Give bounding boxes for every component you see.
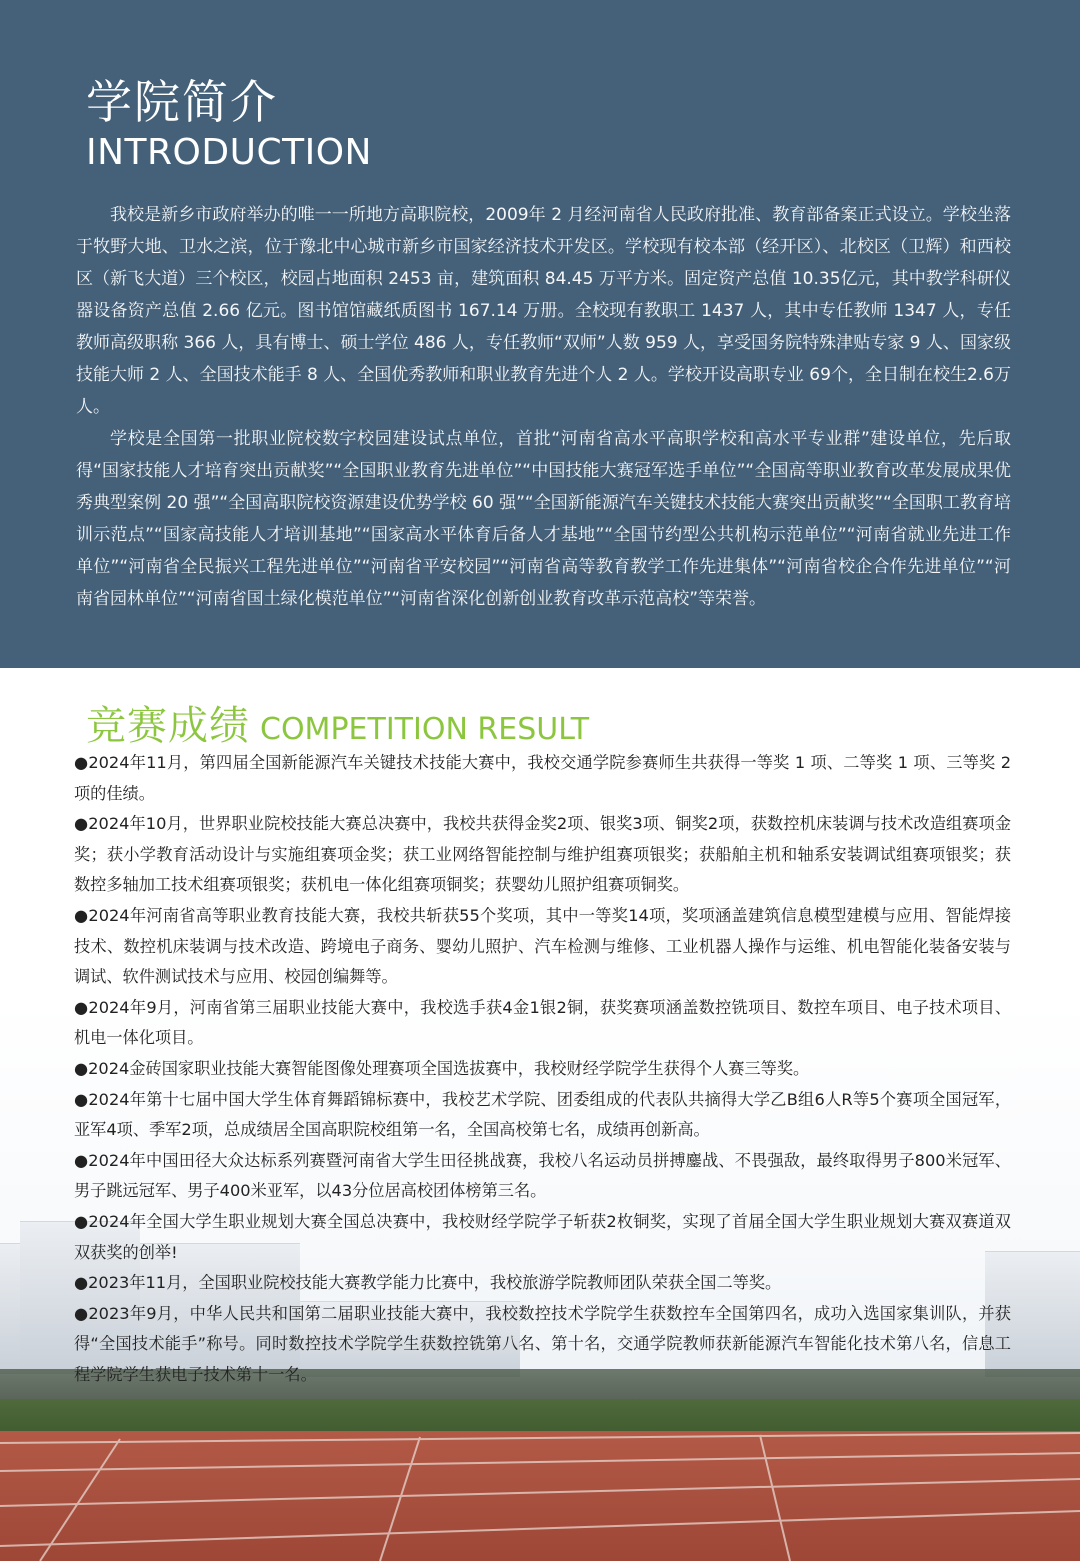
result-text: 2023年9月，中华人民共和国第二届职业技能大赛中，我校数控技术学院学生获数控车全国第四名，成功入选国家集训队，并获得“全国技术能手”称号。同时数控技术学院学生获数控铣第八名、第十名，交通学院教师获新能源汽车智能化技术第八名，信息工程学院学生获电子技术第十一名。 — [74, 1303, 1011, 1384]
list-item — [74, 1207, 1011, 1268]
list-item — [74, 1054, 1011, 1085]
list-item — [74, 1085, 1011, 1146]
list-item — [74, 901, 1011, 993]
bullet-icon: ● — [74, 814, 89, 834]
bullet-icon: ● — [74, 905, 89, 925]
list-item — [74, 993, 1011, 1054]
list-item — [74, 1299, 1011, 1391]
bullet-icon: ● — [74, 1058, 89, 1078]
list-item — [74, 748, 1011, 809]
list-item — [74, 809, 1011, 901]
introduction-paragraph: 学校是全国第一批职业院校数字校园建设试点单位，首批“河南省高水平高职学校和高水平专业群”建设单位，先后取得“国家技能人才培育突出贡献奖”“全国职业教育先进单位”“中国技能大赛冠军选手单位”“全国高等职业教育改革发展成果优秀典型案例 20 强”“全国高职院校资源建设优势学校 60 强”“全国新能源汽车关键技术技能大赛突出贡献奖”“全国职工教育培训示范点”“国家高技能人才培训基地”“国家高水平体育后备人才基地”“全国节约型公共机构示范单位”“河南省就业先进工作单位”“河南省全民振兴工程先进单位”“河南省平安校园”“河南省高等教育教学工作先进集体”“河南省校企合作先进单位”“河南省园林单位”“河南省国土绿化模范单位”“河南省深化创新创业教育改革示范高校”等荣誉。 — [76, 429, 1011, 609]
competition-results-list — [74, 748, 1011, 1390]
introduction-section — [0, 0, 1080, 668]
competition-title-en: COMPETITION RESULT — [260, 712, 590, 747]
result-text: 2023年11月，全国职业院校技能大赛教学能力比赛中，我校旅游学院教师团队荣获全国二等奖。 — [88, 1273, 782, 1293]
result-text: 2024年9月，河南省第三届职业技能大赛中，我校选手获4金1银2铜，获奖赛项涵盖数控铣项目、数控车项目、电子技术项目、机电一体化项目。 — [74, 997, 1012, 1048]
result-text: 2024金砖国家职业技能大赛智能图像处理赛项全国选拔赛中，我校财经学院学生获得个人赛三等奖。 — [88, 1058, 810, 1078]
competition-title — [86, 694, 590, 749]
bullet-icon: ● — [74, 1273, 89, 1293]
list-item — [74, 1146, 1011, 1207]
bullet-icon: ● — [74, 1211, 89, 1231]
result-text: 2024年10月，世界职业院校技能大赛总决赛中，我校共获得金奖2项、银奖3项、铜奖2项，获数控机床装调与技术改造组赛项金奖；获小学教育活动设计与实施组赛项金奖；获工业网络智能控制与维护组赛项银奖；获船舶主机和轴系安装调试组赛项银奖；获数控多轴加工技术组赛项银奖；获机电一体化组赛项铜奖；获婴幼儿照护组赛项铜奖。 — [74, 814, 1012, 895]
running-track — [0, 1431, 1080, 1561]
result-text: 2024年中国田径大众达标系列赛暨河南省大学生田径挑战赛，我校八名运动员拼搏鏖战、不畏强敌，最终取得男子800米冠军、男子跳远冠军、男子400米亚军，以43分位居高校团体榜第三名。 — [74, 1150, 1011, 1201]
introduction-title-cn: 学院简介 — [86, 75, 278, 129]
competition-title-cn: 竞赛成绩 — [86, 703, 250, 749]
result-text: 2024年第十七届中国大学生体育舞蹈锦标赛中，我校艺术学院、团委组成的代表队共摘得大学乙B组6人R等5个赛项全国冠军，亚军4项、季军2项，总成绩居全国高职院校组第一名，全国高校第七名，成绩再创新高。 — [74, 1089, 1012, 1140]
bullet-icon: ● — [74, 753, 89, 772]
result-text: 2024年全国大学生职业规划大赛全国总决赛中，我校财经学院学子斩获2枚铜奖，实现了首届全国大学生职业规划大赛双赛道双双获奖的创举! — [74, 1211, 1011, 1262]
bullet-icon: ● — [74, 1089, 89, 1109]
bullet-icon: ● — [74, 1303, 89, 1323]
introduction-body — [76, 199, 1011, 615]
result-text: 2024年11月，第四届全国新能源汽车关键技术技能大赛中，我校交通学院参赛师生共获得一等奖 1 项、二等奖 1 项、三等奖 2 项的佳绩。 — [74, 753, 1011, 803]
result-text: 2024年河南省高等职业教育技能大赛，我校共斩获55个奖项，其中一等奖14项，奖项涵盖建筑信息模型建模与应用、智能焊接技术、数控机床装调与技术改造、跨境电子商务、婴幼儿照护、汽车检测与维修、工业机器人操作与运维、机电智能化装备安装与调试、软件测试技术与应用、校园创编舞等。 — [74, 905, 1012, 987]
bullet-icon: ● — [74, 1150, 89, 1170]
bullet-icon: ● — [74, 997, 89, 1017]
list-item — [74, 1268, 1011, 1299]
introduction-paragraph: 我校是新乡市政府举办的唯一一所地方高职院校，2009年 2 月经河南省人民政府批准、教育部备案正式设立。学校坐落于牧野大地、卫水之滨，位于豫北中心城市新乡市国家经济技术开发区。学校现有校本部（经开区）、北校区（卫辉）和西校区（新飞大道）三个校区，校园占地面积 2453 亩，建筑面积 84.45 万平方米。固定资产总值 10.35亿元，其中教学科研仪器设备资产总值 2.66 亿元。图书馆馆藏纸质图书 167.14 万册。全校现有教职工 1437 人，其中专任教师 1347 人，专任教师高级职称 366 人，具有博士、硕士学位 486 人，专任教师“双师”人数 959 人，享受国务院特殊津贴专家 9 人、国家级技能大师 2 人、全国技术能手 8 人、全国优秀教师和职业教育先进个人 2 人。学校开设高职专业 69个，全日制在校生2.6万人。 — [76, 205, 1011, 417]
introduction-title-en: INTRODUCTION — [86, 132, 372, 173]
